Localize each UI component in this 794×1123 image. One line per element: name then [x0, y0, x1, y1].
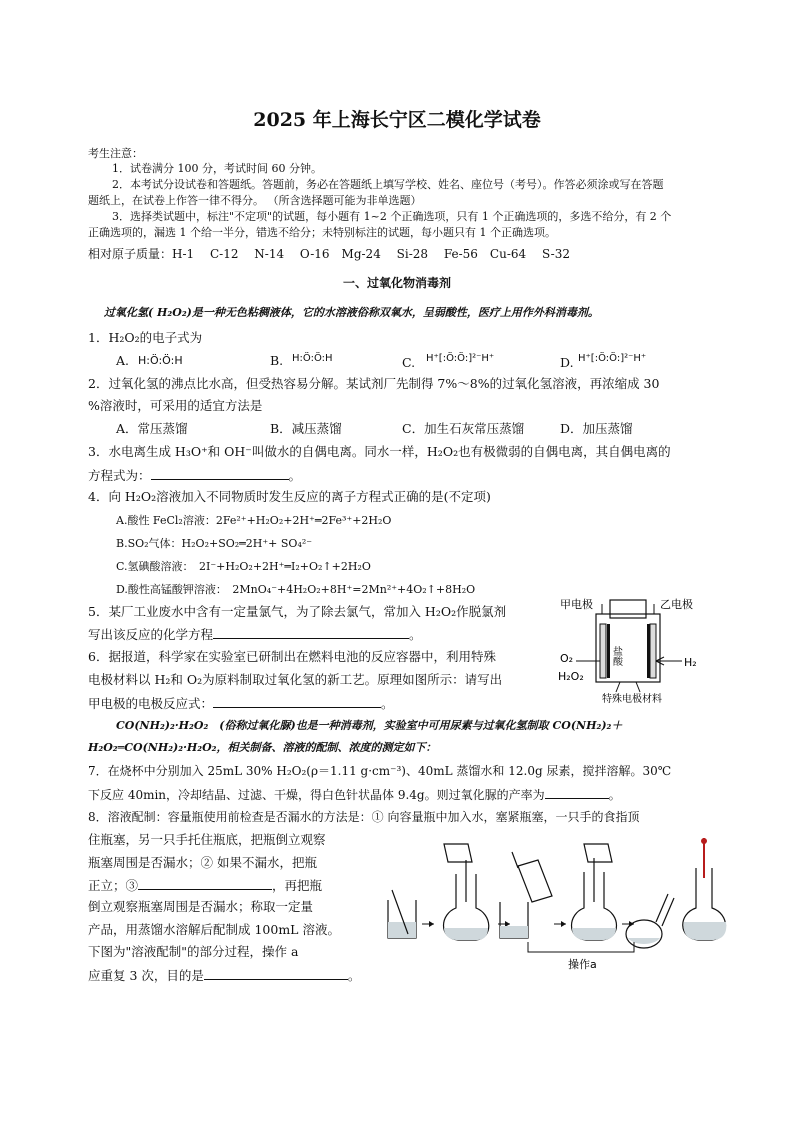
option-c-label: C. [402, 355, 416, 370]
question-2-stem-cont: %溶液时，可采用的适宜方法是 [88, 398, 263, 413]
question-8-line: 倒立观察瓶塞周围是否漏水；称取一定量 [88, 899, 314, 914]
electrolyte-label: 盐酸 [610, 646, 622, 666]
answer-blank[interactable] [151, 467, 289, 480]
operation-label: 操作a [568, 958, 597, 971]
question-2-option-d: D．加压蒸馏 [560, 421, 633, 436]
option-d-label: D. [560, 355, 574, 370]
operation-bracket [528, 942, 634, 952]
o2-label: O₂ [560, 652, 574, 665]
flask-pouring-2 [572, 844, 617, 940]
question-2-option-c: C．加生石灰常压蒸馏 [402, 421, 525, 436]
question-7-stem-cont [88, 786, 621, 803]
fuel-cell-diagram [556, 594, 716, 706]
period: 。 [288, 468, 302, 483]
question-2-stem: 2．过氧化氢的沸点比水高，但受热容易分解。某试剂厂先制得 7%～8%的过氧化氢溶液，再浓缩成 30 [88, 376, 660, 391]
question-7-stem: 7．在烧杯中分别加入 25mL 30% H₂O₂(ρ＝1.11 g·cm⁻³)、40mL 蒸馏水和 12.0g 尿素，搅拌溶解。30℃ [88, 764, 672, 778]
option-b-formula: H:Ö:Ö:H [292, 353, 333, 364]
atomic-masses: 相对原子质量：H-1 C-12 N-14 O-16 Mg-24 Si-28 Fe-56 Cu-64 S-32 [88, 247, 570, 261]
h2-label: H₂ [684, 656, 697, 669]
question-8-stem: 8．溶液配制：容量瓶使用前检查是否漏水的方法是：① 向容量瓶中加入水，塞紧瓶塞，一只手的食指顶 [88, 810, 640, 824]
flask-pouring [444, 844, 489, 940]
question-6-stem: 6．据报道，科学家在实验室已研制出在燃料电池的反应容器中，利用特殊 [88, 649, 496, 664]
h2o2-label: H₂O₂ [558, 670, 584, 683]
right-electrode-label: 乙电极 [660, 598, 693, 611]
option-b-label: B. [270, 353, 284, 368]
question-8-line: 下图为"溶液配制"的部分过程，操作 a [88, 944, 299, 959]
section-intro-2: CO(NH₂)₂·H₂O₂ (俗称过氧化脲)也是一种消毒剂，实验室中可用尿素与过氧化氢制取 CO(NH₂)₂＋ [116, 719, 623, 732]
question-8-step-3: 正立；③ [88, 878, 139, 893]
notice-item: 正确选项的，漏选 1 个给一半分，错选不给分；未特别标注的试题，每小题只有 1 个正确选项。 [88, 226, 556, 239]
option-a-formula: H:Ö:Ö:H [138, 354, 183, 367]
answer-blank[interactable] [545, 786, 609, 799]
question-8-purpose-prompt: 应重复 3 次，目的是 [88, 968, 204, 983]
question-3-stem: 3．水电离生成 H₃O⁺和 OH⁻叫做水的自偶电离。同水一样，H₂O₂也有极微弱的自偶电离，其自偶电离的 [88, 444, 671, 459]
question-8-continue: ，再把瓶 [272, 878, 323, 893]
period: 。 [347, 968, 361, 983]
question-7-prompt: 下反应 40min，冷却结晶、过滤、干燥，得白色针状晶体 9.4g。则过氧化脲的产率为 [88, 788, 545, 802]
question-4-option-b: B.SO₂气体：H₂O₂+SO₂═2H⁺+ SO₄²⁻ [116, 537, 313, 550]
period: 。 [409, 627, 422, 642]
notice-item: 3．选择类试题中，标注"不定项"的试题，每小题有 1~2 个正确选项，只有 1 个正确选项的，多选不给分，有 2 个 [112, 210, 672, 223]
question-3-stem-cont [88, 467, 301, 484]
left-electrode-label: 甲电极 [560, 598, 593, 611]
option-c-formula: H⁺[:Ö:Ö:]²⁻H⁺ [426, 353, 495, 364]
question-6-stem-cont: 电极材料以 H₂和 O₂为原料制取过氧化氢的新工艺。原理如图所示：请写出 [88, 672, 503, 687]
question-6-stem-cont [88, 695, 394, 712]
question-5-prompt: 写出该反应的化学方程 [88, 627, 214, 642]
answer-blank[interactable] [204, 967, 348, 980]
section-intro-2-cont: H₂O₂═CO(NH₂)₂·H₂O₂，相关制备、溶液的配制、浓度的测定如下： [88, 741, 437, 754]
question-1-stem: 1．H₂O₂的电子式为 [88, 330, 203, 345]
question-2-option-a: A．常压蒸馏 [116, 421, 188, 436]
period: 。 [381, 696, 394, 711]
question-4-option-d: D.酸性高锰酸钾溶液： 2MnO₄⁻+4H₂O₂+8H⁺=2Mn²⁺+4O₂↑+8H₂O [116, 583, 476, 596]
cell-lid [610, 600, 646, 618]
question-8-line [88, 877, 322, 894]
question-5-stem-cont [88, 626, 422, 643]
question-6-prompt: 甲电极的电极反应式： [88, 696, 214, 711]
notice-item: 1．试卷满分 100 分，考试时间 60 分钟。 [112, 162, 322, 175]
material-pointer [616, 682, 620, 692]
option-d-formula: H⁺[:Ö:Ö:]²⁻H⁺ [578, 353, 647, 364]
question-3-prompt: 方程式为： [88, 468, 151, 483]
left-electrode [600, 624, 606, 678]
question-8-line: 产品，用蒸馏水溶解后配制成 100mL 溶液。 [88, 922, 340, 937]
notice-item: 题纸上，在试卷上作答一律不得分。 （所含选择题可能为非单选题） [88, 194, 422, 207]
arrow-head [561, 921, 566, 927]
flask-swirl [626, 894, 674, 948]
question-4-option-c: C.氢碘酸溶液： 2I⁻+H₂O₂+2H⁺═I₂+O₂↑+2H₂O [116, 560, 371, 573]
solution-prep-diagram [378, 838, 734, 974]
answer-blank[interactable] [213, 626, 409, 639]
question-8-line: 瓶塞周围是否漏水；② 如果不漏水，把瓶 [88, 855, 317, 870]
right-electrode [650, 624, 656, 678]
question-2-option-b: B．减压蒸馏 [270, 421, 342, 436]
right-electrode-layer [647, 624, 650, 678]
period: 。 [608, 788, 621, 802]
flask-final [683, 838, 727, 940]
material-label: 特殊电极材料 [602, 694, 662, 705]
question-8-line [88, 967, 360, 984]
option-a-label: A. [116, 353, 130, 368]
notice-item: 2．本考试分设试卷和答题纸。答题前，务必在答题纸上填写学校、姓名、座位号（考号）。作答必须涂或写在答题 [112, 178, 664, 191]
arrow-head [429, 921, 434, 927]
material-pointer [636, 682, 640, 692]
question-8-line: 住瓶塞，另一只手托住瓶底，把瓶倒立观察 [88, 832, 326, 847]
section-heading: 一、过氧化物消毒剂 [342, 276, 451, 290]
question-4-option-a: A.酸性 FeCl₂溶液：2Fe²⁺+H₂O₂+2H⁺═2Fe³⁺+2H₂O [116, 514, 392, 527]
question-4-stem: 4．向 H₂O₂溶液加入不同物质时发生反应的离子方程式正确的是(不定项) [88, 489, 491, 504]
notice-heading: 考生注意： [88, 147, 143, 160]
section-intro: 过氧化氢( H₂O₂)是一种无色粘稠液体，它的水溶液俗称双氧水，呈弱酸性，医疗上用作外科消毒剂。 [104, 306, 599, 319]
question-5-stem: 5．某厂工业废水中含有一定量氯气，为了除去氯气，常加入 H₂O₂作脱氯剂 [88, 604, 507, 619]
answer-blank[interactable] [138, 877, 272, 890]
beaker-stirring [388, 890, 416, 938]
page-title: 2025 年上海长宁区二模化学试卷 [253, 109, 541, 131]
answer-blank[interactable] [213, 695, 381, 708]
